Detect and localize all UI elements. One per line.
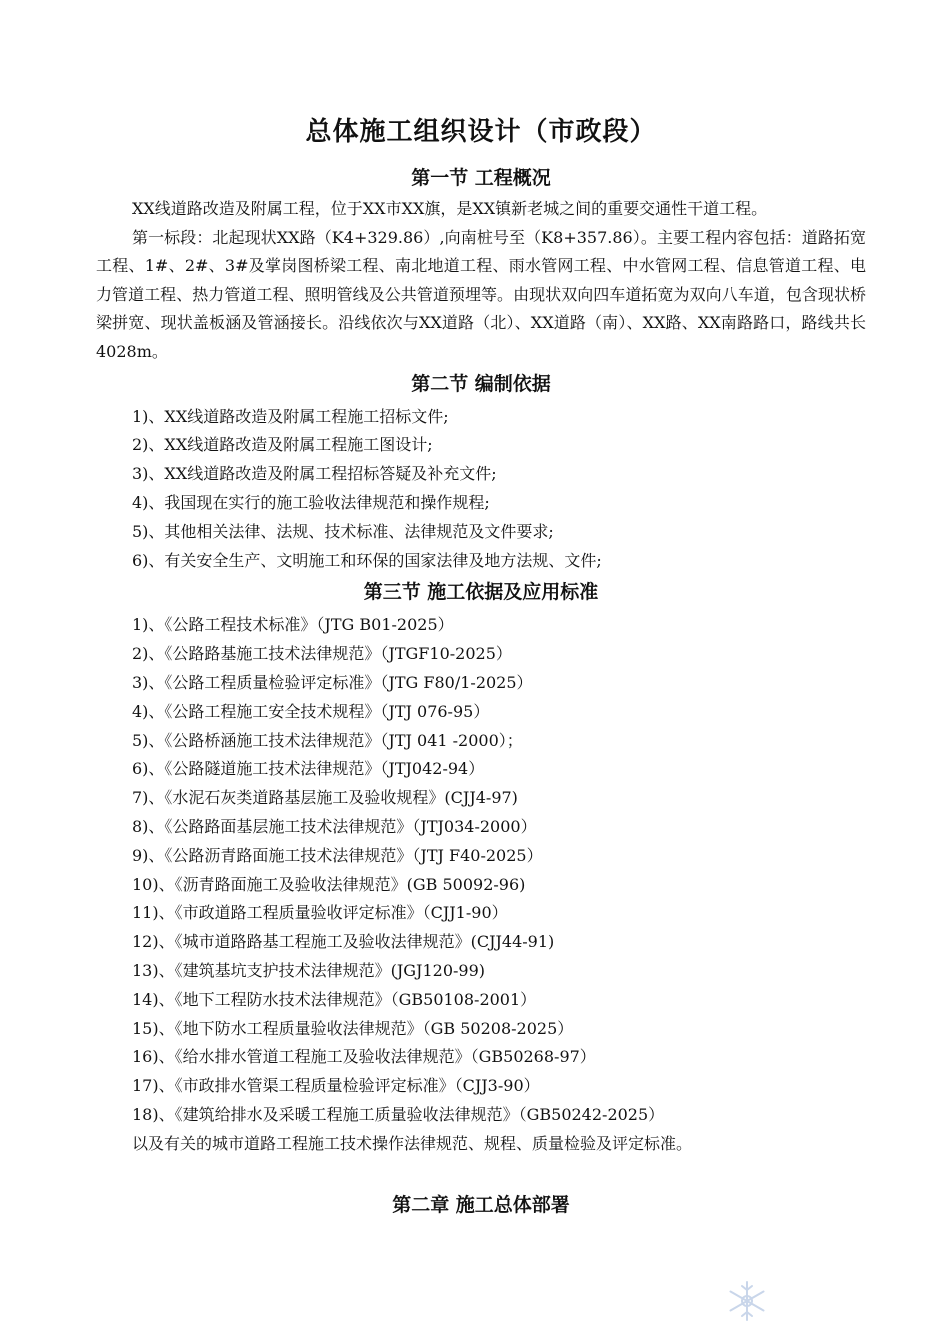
list-item: 4)、我国现在实行的施工验收法律规范和操作规程; — [132, 492, 490, 512]
list-item: 16)、《给水排水管道工程施工及验收法律规范》（GB50268-97） — [132, 1047, 596, 1067]
list-item: 9)、《公路沥青路面施工技术法律规范》（JTJ F40-2025） — [132, 845, 543, 865]
snowflake-watermark-icon — [724, 1278, 770, 1324]
list-item: 6)、有关安全生产、文明施工和环保的国家法律及地方法规、文件; — [132, 550, 602, 570]
document-title: 总体施工组织设计（市政段） — [305, 117, 657, 147]
section-1-paragraph: 第一标段：北起现状XX路（K4+329.86）,向南桩号至（K8+357.86）。主要工程内容包括：道路拓宽工程、1#、2#、3#及掌岗图桥梁工程、南北地道工程、雨水管网工程、中水管网工程、信息管道工程、电力管道工程、热力管道工程、照明管线及公共管道预埋等。由现状双向四车道拓宽为双向八车道，包含现状桥梁拼宽、现状盖板涵及管涵接长。沿线依次与XX道路（北）、XX道路（南）、XX路、XX南路路口，路线共长4028m。 — [96, 227, 866, 361]
list-item: 7)、《水泥石灰类道路基层施工及验收规程》(CJJ4-97) — [132, 788, 518, 808]
section-3-list — [96, 611, 866, 1129]
list-item: 13)、《建筑基坑支护技术法律规范》(JGJ120-99) — [132, 960, 486, 980]
list-item: 12)、《城市道路路基工程施工及验收法律规范》(CJJ44-91) — [132, 932, 555, 952]
list-item: 17)、《市政排水管渠工程质量检验评定标准》（CJJ3-90） — [132, 1076, 540, 1096]
list-item: 4)、《公路工程施工安全技术规程》（JTJ 076-95） — [132, 701, 490, 721]
list-item: 10)、《沥青路面施工及验收法律规范》(GB 50092-96) — [132, 874, 526, 894]
list-item: 14)、《地下工程防水技术法律规范》（GB50108-2001） — [132, 989, 537, 1009]
list-item: 5)、《公路桥涵施工技术法律规范》（JTJ 041 -2000）； — [132, 730, 523, 750]
list-item: 11)、《市政道路工程质量验收评定标准》（CJJ1-90） — [132, 903, 508, 923]
list-item: 8)、《公路路面基层施工技术法律规范》（JTJ034-2000） — [132, 816, 537, 836]
list-item: 1)、《公路工程技术标准》（JTG B01-2025） — [132, 615, 454, 635]
list-item: 15)、《地下防水工程质量验收法律规范》（GB 50208-2025） — [132, 1018, 574, 1038]
document-page — [96, 112, 866, 1222]
list-item: 6)、《公路隧道施工技术法律规范》（JTJ042-94） — [132, 759, 485, 779]
list-item: 1)、XX线道路改造及附属工程施工招标文件; — [132, 406, 449, 426]
section-2-heading: 第二节 编制依据 — [411, 372, 551, 395]
list-item: 2)、XX线道路改造及附属工程施工图设计; — [132, 435, 433, 455]
list-item: 5)、其他相关法律、法规、技术标准、法律规范及文件要求; — [132, 521, 554, 541]
list-item: 3)、XX线道路改造及附属工程招标答疑及补充文件; — [132, 464, 497, 484]
section-1-heading: 第一节 工程概况 — [411, 167, 551, 189]
section-3-closing: 以及有关的城市道路工程施工技术操作法律规范、规程、质量检验及评定标准。 — [132, 1133, 693, 1153]
chapter-2-heading: 第二章 施工总体部署 — [392, 1194, 570, 1217]
section-2-list — [96, 403, 866, 576]
section-3-heading: 第三节 施工依据及应用标准 — [363, 581, 599, 604]
list-item: 18)、《建筑给排水及采暖工程施工质量验收法律规范》（GB50242-2025） — [132, 1104, 665, 1124]
section-1-paragraph: XX线道路改造及附属工程，位于XX市XX旗，是XX镇新老城之间的重要交通性干道工程。 — [132, 199, 768, 218]
list-item: 2)、《公路路基施工技术法律规范》（JTGF10-2025） — [132, 644, 512, 664]
list-item: 3)、《公路工程质量检验评定标准》（JTG F80/1-2025） — [132, 672, 533, 692]
